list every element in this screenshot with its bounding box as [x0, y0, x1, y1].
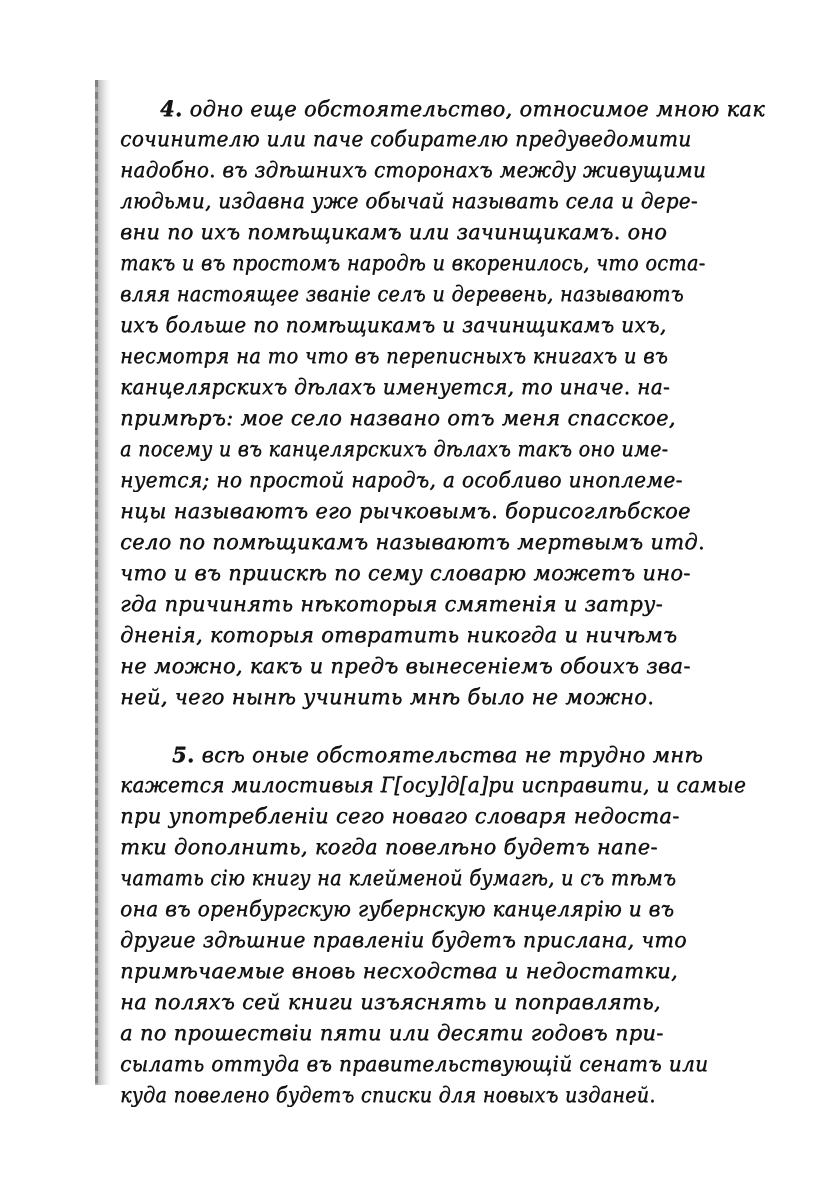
p4-line-8: ихъ больше по помѣщикамъ и зачинщикамъ ихъ,	[120, 313, 667, 337]
p5-line-3: при употребленіи сего новаго словаря недоста-	[120, 804, 680, 828]
p5-line-10: а по прошествіи пяти или десяти годовъ при-	[120, 1021, 664, 1045]
p4-line-5: вни по ихъ помѣщикамъ или зачинщикамъ. оно	[120, 220, 667, 244]
p4-line-10: канцелярскихъ дѣлахъ именуется, то иначе. на-	[120, 375, 671, 399]
p4-line-11: примѣръ: мое село названо отъ меня спасское,	[120, 406, 676, 430]
p4-line-14: нцы называютъ его рычковымъ. борисоглѣбское	[120, 499, 691, 523]
binding-shadow	[95, 80, 111, 1085]
p4-line-3: надобно. въ здѣшнихъ сторонахъ между живущими	[120, 158, 707, 182]
p4-line-13: нуется; но простой народъ, а особливо иноплеме-	[120, 468, 683, 492]
p5-line-4: тки дополнить, когда повелѣно будетъ напе-	[120, 835, 658, 859]
p4-line-7: вляя настоящее званіе селъ и деревень, называютъ	[120, 282, 684, 306]
p4-line-18: дненія, которыя отвратить никогда и ничѣмъ	[120, 623, 678, 647]
p4-line-2: сочинителю или паче собирателю предуведомити	[120, 127, 692, 151]
p4-line-20: ней, чего нынѣ учинить мнѣ было не можно.	[120, 685, 655, 709]
paragraph-number-5: 5.	[172, 742, 195, 767]
p4-line-1: 4. одно еще обстоятельство, относимое мною как	[160, 96, 765, 121]
p4-line-9: несмотря на то что въ переписныхъ книгахъ и въ	[120, 344, 669, 368]
p5-line-1: 5. всѣ оные обстоятельства не трудно мнѣ	[172, 742, 704, 767]
p4-line-16: что и въ приискѣ по сему словарю можетъ ино-	[120, 561, 691, 585]
p5-line-8: примѣчаемые вновь несходства и недостатки,	[120, 959, 678, 983]
p5-line-6: она въ оренбургскую губернскую канцелярію и въ	[120, 897, 675, 921]
p4-line-12: а посему и въ канцелярскихъ дѣлахъ такъ оно име-	[120, 437, 669, 461]
paragraph-number-4: 4.	[160, 96, 183, 121]
p4-line-15: село по помѣщикамъ называютъ мертвымъ итд.	[120, 530, 705, 554]
p5-line-11: сылать оттуда въ правительствующій сенатъ или	[120, 1052, 709, 1076]
p4-line-17: гда причинять нѣкоторыя смятенія и затру-	[120, 592, 663, 616]
p4-line-4: людьми, издавна уже обычай называть села и дере-	[120, 189, 698, 213]
p5-line-5: чатать сію книгу на клейменой бумагѣ, и съ тѣмъ	[120, 866, 677, 890]
p5-line-9: на поляхъ сей книги изъяснять и поправлять,	[120, 990, 661, 1014]
p5-line-2: кажется милостивыя Г[осу]д[а]ри исправити, и самые	[120, 773, 747, 797]
p5-line-12: куда повелено будетъ списки для новыхъ изданей.	[120, 1083, 656, 1107]
p4-line-19: не можно, какъ и предъ вынесеніемъ обоихъ зва-	[120, 654, 691, 678]
p4-line-6: такъ и въ простомъ народѣ и вкоренилось, что оста-	[120, 251, 706, 275]
p5-line-7: другие здѣшние правленіи будетъ прислана, что	[120, 928, 687, 952]
